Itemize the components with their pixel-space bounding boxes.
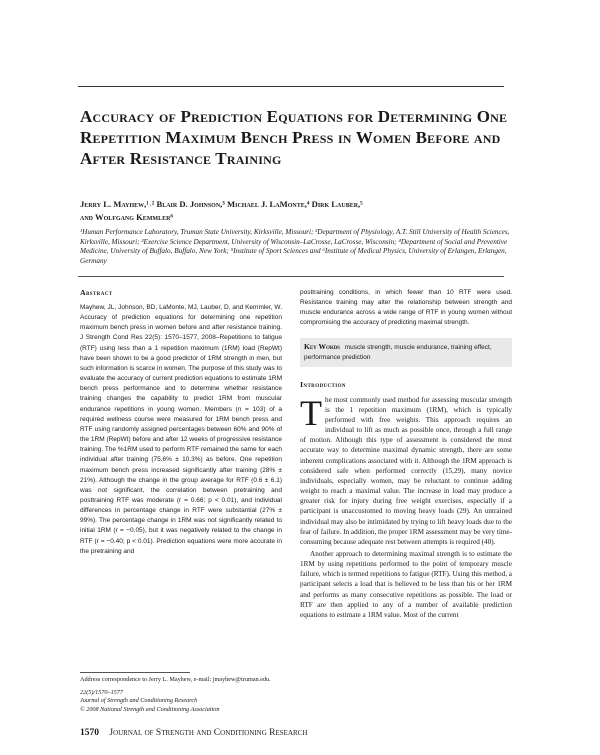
abstract-continuation: posttraining conditions, in which fewer than 10 RTF were used. Resistance training may alter the relationship between strength and muscle endurance across a wide range of RTF in young women without compromising the accuracy of predicting maximal strength. bbox=[300, 289, 512, 327]
correspondence-note: Address correspondence to Jerry L. Mayhew, e-mail: jmayhew@truman.edu. bbox=[80, 676, 271, 683]
author-line-1: Jerry L. Mayhew,¹˒² Blair D. Johnson,³ Michael J. LaMonte,⁴ Dirk Lauber,⁵ bbox=[80, 199, 363, 209]
page-footer bbox=[80, 728, 307, 738]
keywords-text: muscle strength, muscle endurance, training effect, performance prediction bbox=[304, 343, 492, 361]
footnote-rule bbox=[80, 672, 190, 673]
journal-line: Journal of Strength and Conditioning Research bbox=[80, 697, 198, 705]
footnotes bbox=[80, 676, 280, 714]
abstract-text: Mayhew, JL, Johnson, BD, LaMonte, MJ, Lauber, D, and Kemmler, W. Accuracy of prediction equations for determining one repetition maximum bench press in women before and after resistance training. J Strength Cond Res 22(5): 1570–1577, 2008–Repetitions to fatigue (RTF) using less than a 1 repetition maximum (1RM) load (RepWt) have been shown to be a good predictor of 1RM strength in men, but such information is scarce in women. The purpose of this study was to evaluate the accuracy of current prediction equations to estimate 1RM bench press performance and to determine whether resistance training changes the capability to predict 1RM from muscular endurance repetitions in young women. Members (n = 103) of a required wellness course were measured for 1RM bench press and RTF using randomly assigned percentages between 60% and 90% of the 1RM (RepWt) before and after 12 weeks of progressive resistance training. The %1RM used to perform RTF remained the same for each individual after training (75.6% ± 10.3%) as before. One repetition maximum bench press increased significantly after training (28% ± 21%). Although the change in the group average for RTF (0.6 ± 6.1) was not significant, the correlation between pretraining and posttraining RTF was moderate (r = 0.66; p < 0.01), and individual differences in percentage change in RTF were substantial (27% ± 99%). The percentage change in 1RM was not significantly related to initial 1RM (r = −0.05), but it was negatively related to the change in RTF (r = −0.40; p < 0.01). Prediction equations were more accurate in the pretraining and bbox=[80, 304, 282, 555]
introduction-heading: Introduction bbox=[300, 379, 346, 389]
section-rule bbox=[78, 276, 504, 277]
keywords-box bbox=[300, 338, 512, 367]
left-column bbox=[80, 288, 282, 557]
issue-line: 22(5)/1570–1577 bbox=[80, 688, 123, 696]
article-title: Accuracy of Prediction Equations for Determining One Repetition Maximum Bench Press in Women Before and After Resistance Training bbox=[80, 107, 508, 168]
drop-cap: T bbox=[300, 392, 322, 433]
copyright-line: © 2008 National Strength and Conditioning Association bbox=[80, 705, 220, 713]
author-list bbox=[80, 198, 520, 224]
top-rule bbox=[78, 86, 504, 87]
affiliations: ¹Human Performance Laboratory, Truman State University, Kirksville, Missouri; ²Department of Physiology, A.T. Still University of Health Sciences, Kirksville, Missouri; ³Exercise Science Department, University of Wisconsin–LaCrosse, LaCrosse, Wisconsin; ⁴Department of Social and Preventive Medicine, University of Buffalo, Buffalo, New York; ⁵Institute of Sport Sciences and ⁶Institute of Medical Physics, University of Erlangen, Erlangen, Germany bbox=[80, 228, 510, 265]
abstract-heading: Abstract bbox=[80, 288, 113, 297]
introduction-paragraph-1 bbox=[300, 392, 512, 547]
page-number: 1570 bbox=[80, 728, 99, 738]
introduction-p1-text: he most commonly used method for assessing muscular strength is the 1 repetition maximum (1RM), which is typically performed with free weights. This approach requires an individual to lift as much as possible once, through a full range of motion. Although this type of assessment is considered the most accurate way to determine maximal dynamic strength, there are some inherent complications associated with it. Although the 1RM approach is considered safe when performed correctly (15,29), many novice individuals, especially women, may be reluctant to continue adding weight to reach a maximal value. The increase in load may produce a greater risk for injury during free weight exercises, especially if a participant is unaccustomed to moving heavy loads (29). An untrained individual may also be intimidated by trying to lift heavy loads due to the fear of failure. In addition, the proper 1RM assessment may be very time-consuming because adequate rest between attempts is required (40). bbox=[300, 395, 512, 546]
right-column bbox=[300, 288, 512, 620]
introduction-paragraph-2: Another approach to determining maximal strength is to estimate the 1RM by using repetitions performed to the point of temporary muscle failure, which is termed repetitions to fatigue (RTF). Using this method, a participant selects a load that is believed to be less than his or her 1RM and performs as many consecutive repetitions as possible. The load or RTF are then applied to any of a number of available prediction equations to estimate a 1RM value. Most of the current bbox=[300, 549, 512, 619]
author-line-2: and Wolfgang Kemmler⁶ bbox=[80, 212, 173, 222]
keywords-label: Key Words bbox=[304, 341, 340, 351]
footer-journal-title: Journal of Strength and Conditioning Research bbox=[109, 728, 308, 738]
